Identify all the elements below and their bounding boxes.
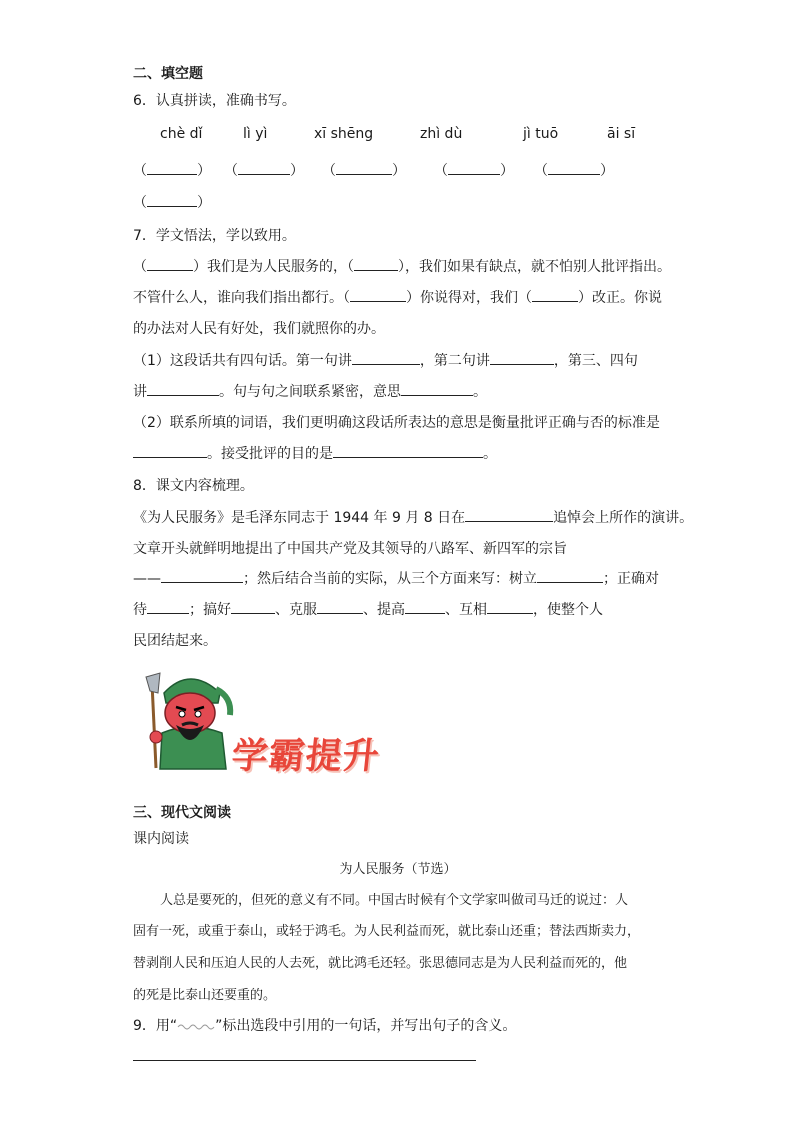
q8-line-2: 文章开头就鲜明地提出了中国共产党及其领导的八路军、新四军的宗旨: [133, 541, 567, 557]
answer-box-4[interactable]: （ ）: [434, 160, 514, 180]
passage-line-4: 的死是比泰山还要重的。: [133, 988, 277, 1003]
q8-line-4: 待 ；搞好 、克服 、提高 、互相 ，使整个人: [133, 599, 603, 619]
cartoon-guan-yu-illustration: [142, 663, 237, 773]
banner-title: 学霸提升: [229, 736, 382, 777]
q7-sub1-line-2: 讲 。句与句之间联系紧密，意思 。: [133, 381, 487, 401]
question-8-stem: 8．课文内容梳理。: [133, 478, 254, 494]
q8-line-1: 《为人民服务》是毛泽东同志于 1944 年 9 月 8 日在 追悼会上所作的演讲。: [133, 507, 693, 527]
q7-paragraph-line-1: （ ）我们是为人民服务的，（ ），我们如果有缺点，就不怕别人批评指出。: [133, 256, 671, 276]
section-title-modern-reading: 三、现代文阅读: [133, 805, 231, 821]
answer-box-5[interactable]: （ ）: [534, 160, 614, 180]
answer-box-2[interactable]: （ ）: [224, 160, 304, 180]
q7-sub2-line-1: （2）联系所填的词语，我们更明确这段话所表达的意思是衡量批评正确与否的标准是: [133, 415, 660, 431]
q7-paragraph-line-3: 的办法对人民有好处，我们就照你的办。: [133, 321, 385, 337]
section-title-fill-blank: 二、填空题: [133, 66, 203, 82]
question-9-stem: 9．用“ ”标出选段中引用的一句话，并写出句子的含义。: [133, 1018, 517, 1034]
pinyin-2: lì yì: [243, 126, 268, 142]
q8-line-5: 民团结起来。: [133, 633, 217, 649]
q7-sub2-line-2: 。接受批评的目的是 。: [133, 443, 497, 463]
pinyin-4: zhì dù: [420, 126, 463, 142]
q7-sub1-line-1: （1）这段话共有四句话。第一句讲 ，第二句讲 ，第三、四句: [133, 350, 638, 370]
wavy-underline-icon: [177, 1021, 215, 1031]
passage-title: 为人民服务（节选）: [339, 862, 457, 877]
passage-line-1: 人总是要死的，但死的意义有不同。中国古时候有个文学家叫做司马迁的说过：人: [160, 893, 629, 908]
pinyin-1: chè dǐ: [160, 126, 203, 142]
question-6-stem: 6．认真拼读，准确书写。: [133, 93, 296, 109]
section-subtitle: 课内阅读: [133, 831, 189, 847]
q8-line-3: —— ；然后结合当前的实际，从三个方面来写：树立 ；正确对: [133, 568, 659, 588]
answer-box-1[interactable]: （ ）: [133, 160, 211, 180]
passage-line-3: 替剥削人民和压迫人民的人去死，就比鸿毛还轻。张思德同志是为人民利益而死的，他: [133, 956, 628, 971]
q7-paragraph-line-2: 不管什么人，谁向我们指出都行。（ ）你说得对，我们（ ）改正。你说: [133, 287, 662, 307]
pinyin-6: āi sī: [607, 126, 636, 142]
pinyin-3: xī shēng: [314, 126, 374, 142]
answer-line-q9[interactable]: [133, 1060, 476, 1061]
question-7-stem: 7．学文悟法，学以致用。: [133, 228, 296, 244]
answer-box-6[interactable]: （ ）: [133, 192, 211, 212]
answer-box-3[interactable]: （ ）: [322, 160, 406, 180]
pinyin-5: jì tuō: [523, 126, 559, 142]
passage-line-2: 固有一死，或重于泰山，或轻于鸿毛。为人民利益而死，就比泰山还重；替法西斯卖力，: [133, 924, 641, 939]
